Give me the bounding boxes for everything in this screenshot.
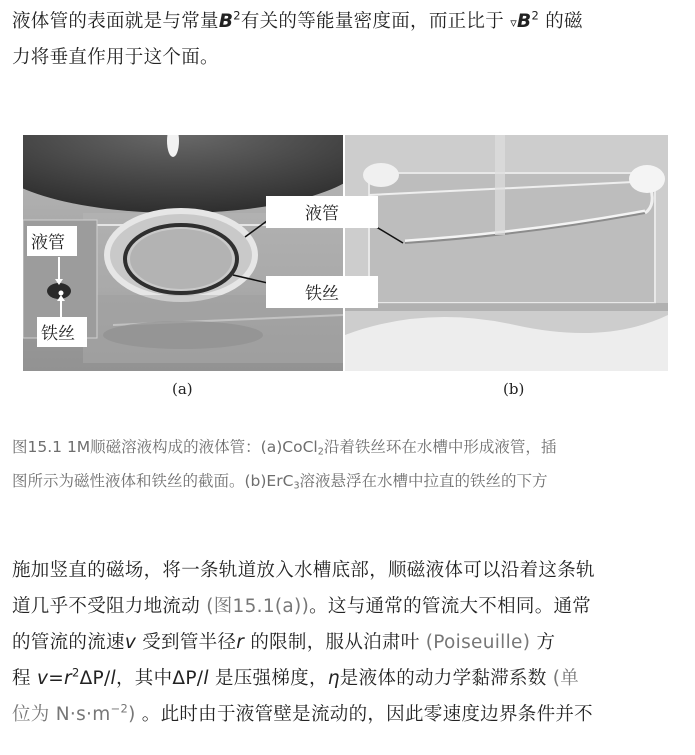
sublabel-b: (b) bbox=[503, 380, 525, 398]
symbol-b: B bbox=[218, 11, 234, 32]
intro-text: 有关的等能量密度面，而正比于 bbox=[240, 11, 511, 32]
caption-text: 沿着铁丝环在水槽中形成液管，插 bbox=[323, 438, 557, 456]
body-text: ，其中ΔP/ bbox=[115, 668, 204, 689]
subscript: 3 bbox=[293, 480, 300, 492]
symbol-b: B bbox=[517, 11, 532, 32]
body-line-4 bbox=[12, 661, 684, 697]
body-text: 。这与通常的管流大不相同。通常 bbox=[309, 596, 592, 617]
body-line-2 bbox=[12, 589, 684, 625]
figure-callout-overlay bbox=[23, 135, 668, 371]
nabla-symbol: ▿ bbox=[510, 16, 518, 31]
body-text: 。此时由于液管壁是流动的，因此零速度边界条件并不 bbox=[135, 704, 593, 725]
body-line-1: 施加竖直的磁场，将一条轨道放入水槽底部，顺磁液体可以沿着这条轨 bbox=[12, 560, 595, 581]
pressure-term: ΔP/ bbox=[79, 668, 111, 689]
symbol-v: v bbox=[36, 668, 49, 689]
body-paragraph bbox=[12, 553, 684, 733]
intro-line-1 bbox=[12, 5, 684, 41]
term-reference: (Poiseuille) bbox=[425, 632, 531, 653]
intro-text: 的磁 bbox=[539, 11, 583, 32]
body-text: 是压强梯度， bbox=[208, 668, 328, 689]
caption-text: 溶液悬浮在水槽中拉直的铁丝的下方 bbox=[299, 472, 548, 490]
inset-label-tube: 液管 bbox=[31, 233, 65, 253]
unit-note: (单 bbox=[552, 668, 580, 689]
caption-text: 图所示为磁性液体和铁丝的截面。(b)ErC bbox=[12, 472, 294, 490]
body-line-5 bbox=[12, 697, 684, 733]
symbol-r: r bbox=[236, 632, 245, 653]
unit-note: 位为 N·s·m bbox=[12, 704, 111, 725]
figure-caption bbox=[12, 430, 684, 498]
figure-15-1 bbox=[23, 135, 668, 371]
body-text: 方 bbox=[530, 632, 556, 653]
equals-sign: = bbox=[48, 668, 65, 689]
figure-reference-link[interactable]: (图15.1(a)) bbox=[206, 596, 310, 617]
body-text: 的限制，服从泊肃叶 bbox=[244, 632, 426, 653]
body-text: 是液体的动力学黏滞系数 bbox=[339, 668, 553, 689]
body-text: 程 bbox=[12, 668, 37, 689]
superscript: 2 bbox=[71, 665, 80, 680]
caption-line-1 bbox=[12, 430, 684, 464]
body-text: 的管流的流速 bbox=[12, 632, 125, 653]
label-wire: 铁丝 bbox=[305, 284, 339, 304]
label-tube: 液管 bbox=[305, 204, 339, 224]
sublabel-a: (a) bbox=[172, 380, 193, 398]
intro-text: 液体管的表面就是与常量 bbox=[12, 11, 219, 32]
symbol-v: v bbox=[124, 632, 137, 653]
caption-text: 图15.1 1M顺磁溶液构成的液体管：(a)CoCl bbox=[12, 438, 318, 456]
symbol-eta: η bbox=[327, 668, 340, 689]
superscript: 2 bbox=[531, 8, 540, 23]
intro-line-2: 力将垂直作用于这个面。 bbox=[12, 47, 219, 68]
symbol-r: r bbox=[64, 668, 72, 689]
body-text: 受到管半径 bbox=[136, 632, 237, 653]
subscript: 2 bbox=[317, 446, 324, 458]
body-text: 道几乎不受阻力地流动 bbox=[12, 596, 207, 617]
superscript: 2 bbox=[233, 8, 241, 23]
inset-label-wire: 铁丝 bbox=[41, 324, 75, 344]
body-line-3 bbox=[12, 625, 684, 661]
symbol-l: l bbox=[203, 668, 209, 689]
unit-note: ) bbox=[128, 704, 136, 725]
caption-line-2 bbox=[12, 464, 684, 498]
symbol-l: l bbox=[110, 668, 116, 689]
superscript: −2 bbox=[110, 701, 129, 716]
intro-paragraph bbox=[12, 5, 684, 75]
